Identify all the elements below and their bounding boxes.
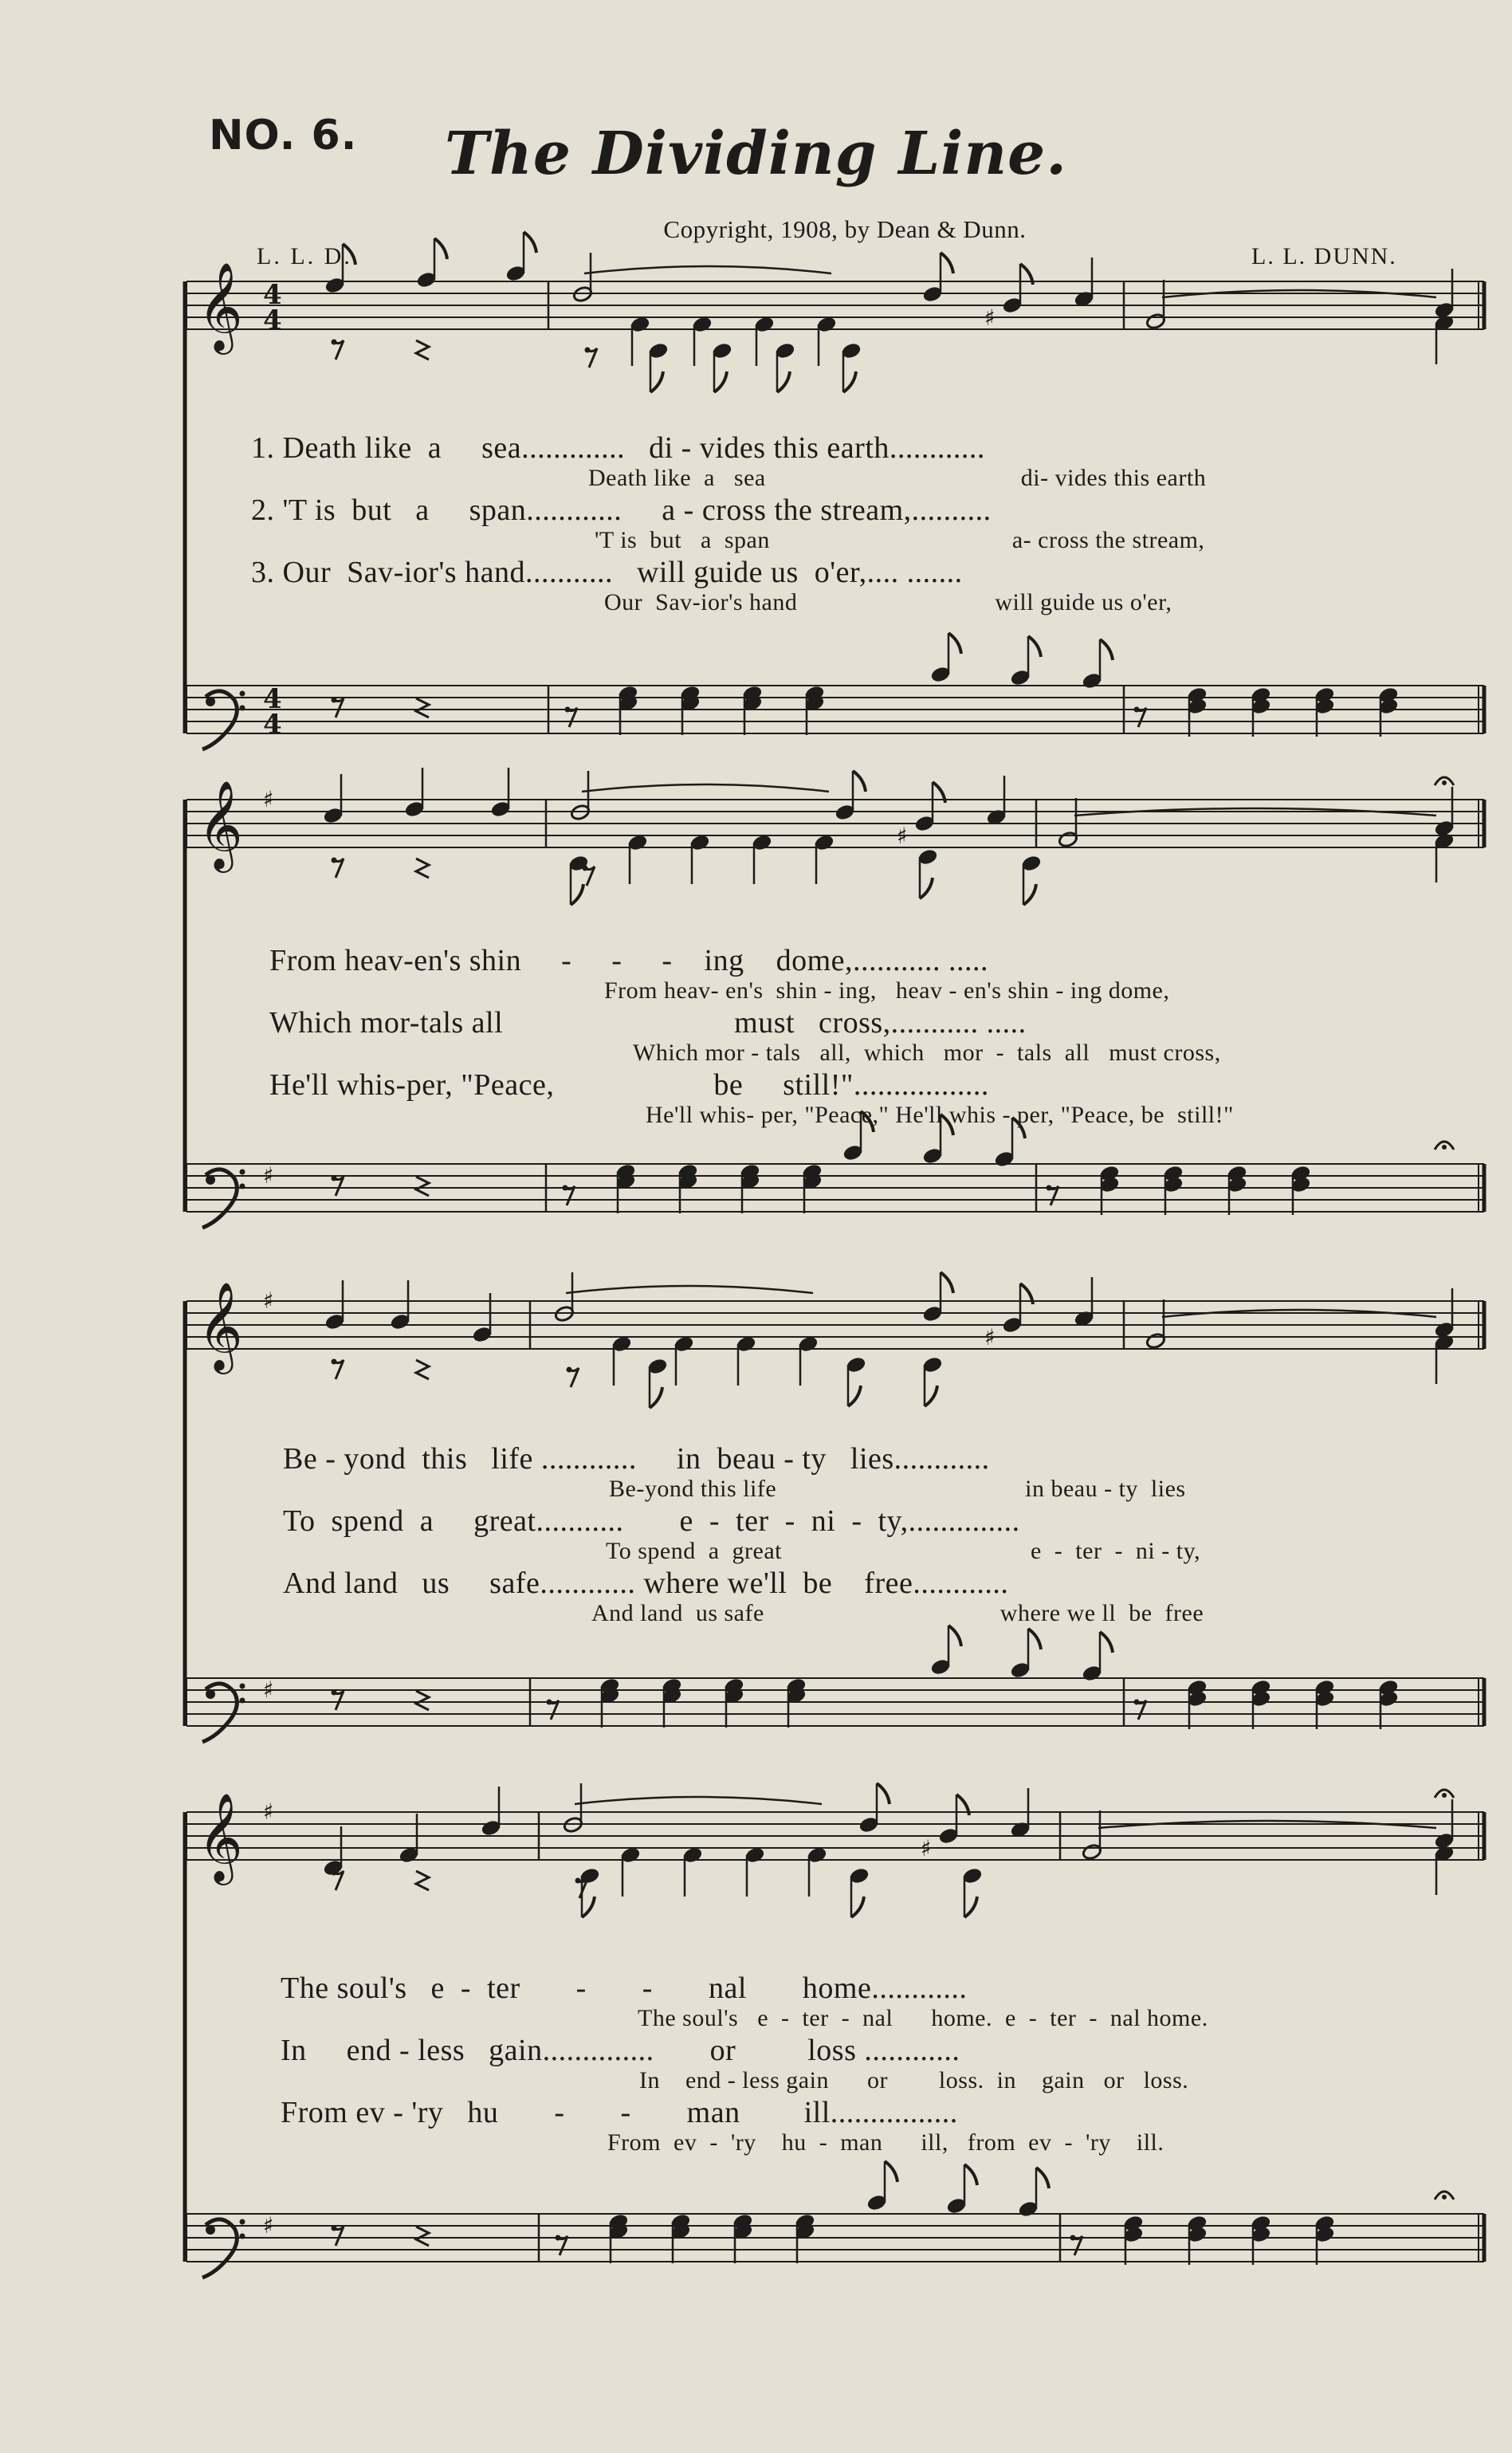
note-flag [1028, 636, 1041, 657]
note-flag [524, 232, 536, 253]
note-flag [920, 878, 933, 898]
fermata-dot [1442, 1793, 1447, 1798]
quarter-rest [416, 1360, 429, 1379]
note-flag [1100, 1632, 1113, 1653]
sharp-sign: ♯ [263, 786, 274, 812]
verse-3-echo-1: Our Sav-ior's hand will guide us o'er, [604, 589, 1172, 615]
bass-clef-dot [240, 1684, 245, 1689]
verse-2-line-1: 2. 'T is but a span............ a - cross the stream,.......... [251, 493, 992, 527]
slur [566, 1286, 813, 1293]
verse-2-echo-2: Which mor - tals all, which mor - tals all must cross, [633, 1040, 1221, 1066]
verse-1-line-4: The soul's e - ter - - nal home............ [281, 1971, 968, 2005]
fermata-dot [1442, 780, 1447, 785]
note-flag [650, 371, 663, 392]
verse-3-line-3: And land us safe............ where we'll be free............ [283, 1567, 1009, 1600]
note-flag [571, 884, 583, 905]
verse-1-echo-3: Be-yond this life in beau - ty lies [609, 1476, 1186, 1502]
verse-2-echo-1: 'T is but a span a- cross the stream, [595, 527, 1205, 553]
note-flag [941, 253, 953, 273]
fermata-dot [1442, 2195, 1447, 2199]
bass-clef-dot [240, 2234, 245, 2239]
slur [584, 266, 831, 273]
eighth-rest-dot [1134, 707, 1140, 713]
slur [575, 1797, 822, 1804]
note-flag [1023, 884, 1036, 905]
note-flag [434, 238, 447, 259]
bass-clef-dot [240, 2219, 245, 2225]
eighth-rest-dot [332, 1690, 337, 1696]
bass-clef-dot [240, 691, 245, 697]
eighth-rest-dot [585, 348, 591, 353]
verse-3-line-1: 3. Our Sav-ior's hand........... will guide us o'er,.... ....... [251, 556, 963, 589]
bass-clef-dot [206, 697, 215, 706]
note-flag [964, 1897, 977, 1917]
eighth-rest-dot [1134, 1700, 1140, 1705]
sharp-sign: ♯ [263, 2212, 274, 2239]
bass-clef-dot [206, 2225, 215, 2235]
note-flag [848, 1386, 861, 1406]
eighth-rest-dot [565, 707, 571, 713]
note-flag [948, 633, 961, 654]
eighth-rest-dot [332, 1176, 337, 1181]
verse-3-echo-4: From ev - 'ry hu - man ill, from ev - 'ry ill. [607, 2129, 1164, 2156]
note-flag [1028, 1629, 1041, 1649]
copyright-line: Copyright, 1908, by Dean & Dunn. [663, 215, 1027, 243]
time-signature: 4 [263, 683, 282, 715]
hymn-number: NO. 6. [209, 112, 358, 159]
verse-3-echo-3: And land us safe where we ll be free [591, 1600, 1204, 1626]
eighth-rest-dot [332, 2226, 337, 2231]
verse-2-line-4: In end - less gain.............. or loss ............ [281, 2034, 960, 2067]
note-flag [964, 2164, 977, 2185]
quarter-rest [416, 1691, 429, 1710]
verse-1-line-2: From heav-en's shin - - - ing dome,........... ..... [269, 944, 989, 977]
bass-clef-dot [240, 1169, 245, 1175]
eighth-rest-dot [332, 698, 337, 703]
note-flag [582, 1897, 595, 1917]
quarter-rest [416, 1177, 429, 1196]
verse-2-echo-4: In end - less gain or loss. in gain or loss. [639, 2067, 1189, 2093]
sharp-sign: ♯ [897, 823, 908, 849]
sharp-sign: ♯ [263, 1798, 274, 1825]
eighth-rest-dot [556, 2235, 561, 2241]
quarter-rest [416, 1871, 429, 1890]
bass-clef-dot [240, 1184, 245, 1189]
treble-clef: 𝄞 [198, 780, 243, 869]
verse-1-echo-2: From heav- en's shin - ing, heav - en's shin - ing dome, [604, 977, 1170, 1004]
treble-clef: 𝄞 [198, 1281, 243, 1370]
note-flag [885, 2161, 897, 2182]
quarter-rest [416, 859, 429, 878]
note-flag [925, 1386, 937, 1406]
verse-2-line-3: To spend a great........... e - ter - ni - ty,.............. [283, 1504, 1020, 1538]
bass-clef-dot [240, 1698, 245, 1704]
slur [582, 784, 829, 792]
note-flag [853, 771, 866, 792]
quarter-rest [416, 698, 429, 717]
eighth-rest-dot [567, 1367, 572, 1373]
verse-2-echo-3: To spend a great e - ter - ni - ty, [606, 1538, 1201, 1564]
note-flag [714, 371, 727, 392]
note-flag [1100, 639, 1113, 660]
music-credit: L. L. DUNN. [1251, 243, 1397, 269]
words-credit: L. L. D. [257, 243, 352, 269]
note-flag [877, 1783, 890, 1804]
eighth-rest-dot [1070, 2235, 1076, 2241]
fermata-dot [1442, 1145, 1447, 1150]
note-flag [1036, 2168, 1049, 2188]
sharp-sign: ♯ [263, 1287, 274, 1314]
sharp-sign: ♯ [263, 1677, 274, 1703]
eighth-rest-dot [563, 1185, 568, 1191]
verse-3-echo-2: He'll whis- per, "Peace," He'll whis - per, "Peace, be still!" [646, 1102, 1234, 1128]
quarter-rest [416, 2227, 429, 2246]
eighth-rest-dot [332, 858, 337, 863]
verse-2-line-2: Which mor-tals all must cross,........... ..... [269, 1006, 1027, 1040]
note-flag [948, 1626, 961, 1646]
treble-clef: 𝄞 [198, 1792, 243, 1881]
bass-clef-dot [206, 1689, 215, 1699]
time-signature: 4 [263, 305, 282, 336]
treble-clef: 𝄞 [198, 261, 243, 351]
sharp-sign: ♯ [263, 1162, 274, 1189]
verse-1-line-1: 1. Death like a sea............. di - vides this earth............ [251, 431, 985, 465]
sharp-sign: ♯ [921, 1835, 932, 1861]
eighth-rest-dot [547, 1700, 552, 1705]
bass-clef-dot [240, 706, 245, 711]
note-flag [777, 371, 790, 392]
verse-1-line-3: Be - yond this life ............ in beau - ty lies............ [283, 1442, 990, 1476]
hymn-title: The Dividing Line. [444, 120, 1068, 188]
verse-3-line-2: He'll whis-per, "Peace, be still!"................. [269, 1068, 989, 1102]
verse-1-echo-4: The soul's e - ter - nal home. e - ter - nal home. [638, 2005, 1208, 2031]
note-flag [941, 1272, 953, 1293]
note-flag [650, 1387, 662, 1408]
eighth-rest-dot [332, 340, 337, 345]
time-signature: 4 [263, 709, 282, 741]
eighth-rest-dot [1047, 1185, 1052, 1191]
sharp-sign: ♯ [984, 305, 996, 331]
quarter-rest [416, 340, 429, 360]
verse-3-line-4: From ev - 'ry hu - - man ill................ [281, 2096, 958, 2129]
note-flag [843, 371, 856, 392]
eighth-rest-dot [575, 1878, 581, 1884]
sharp-sign: ♯ [984, 1324, 996, 1350]
note-flag [343, 244, 355, 265]
bass-clef-dot [206, 1175, 215, 1185]
eighth-rest-dot [332, 1359, 337, 1365]
time-signature: 4 [263, 279, 282, 311]
eighth-rest-dot [332, 1870, 337, 1876]
note-flag [851, 1897, 864, 1917]
verse-1-echo-1: Death like a sea di- vides this earth [588, 465, 1207, 491]
